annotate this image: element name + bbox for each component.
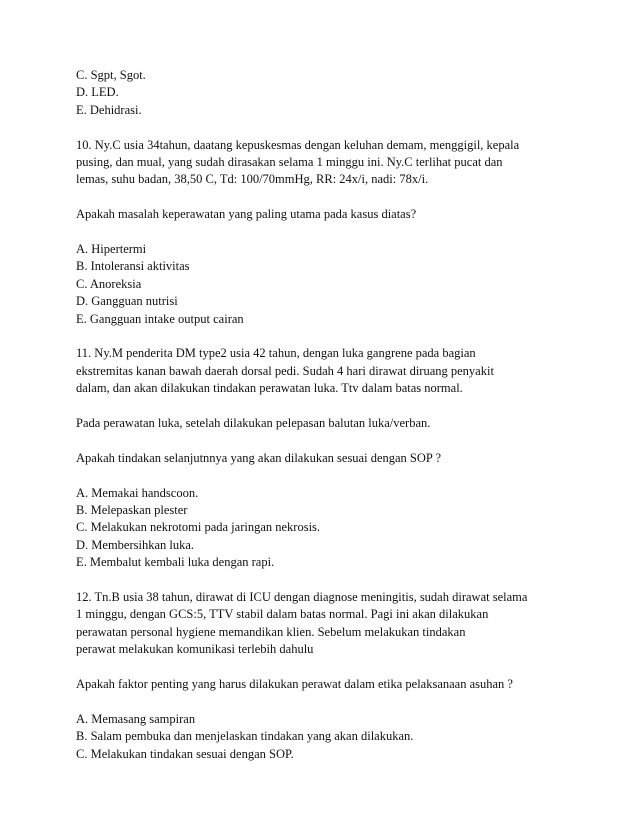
option-c-q11: C. Melakukan nekrotomi pada jaringan nekrosis. bbox=[76, 520, 321, 535]
question-10-line-3: lemas, suhu badan, 38,50 C, Td: 100/70mmHg, RR: 24x/i, nadi: 78x/i. bbox=[76, 172, 429, 187]
blank-line bbox=[76, 119, 576, 136]
option-e-q10: E. Gangguan intake output cairan bbox=[76, 311, 244, 326]
question-11-context: Pada perawatan luka, setelah dilakukan pelepasan balutan luka/verban. bbox=[76, 416, 431, 431]
blank-line bbox=[76, 467, 576, 484]
blank-line bbox=[76, 572, 576, 589]
option-c-q9: C. Sgpt, Sgot. bbox=[76, 68, 146, 82]
option-b-q12: B. Salam pembuka dan menjelaskan tindakan yang akan dilakukan. bbox=[76, 729, 414, 744]
option-d-q9: D. LED. bbox=[76, 85, 119, 100]
question-11-prompt: Apakah tindakan selanjutnnya yang akan dilakukan sesuai dengan SOP ? bbox=[76, 450, 442, 465]
option-a-q12: A. Memasang sampiran bbox=[76, 711, 196, 726]
option-a-q10: A. Hipertermi bbox=[76, 242, 147, 257]
blank-line bbox=[76, 432, 576, 449]
document-body bbox=[76, 67, 576, 763]
question-12-line-2: 1 minggu, dengan GCS:5, TTV stabil dalam batas normal. Pagi ini akan dilakukan bbox=[76, 607, 489, 622]
question-11-line-3: dalam, dan akan dilakukan tindakan perawatan luka. Ttv dalam batas normal. bbox=[76, 381, 463, 396]
blank-line bbox=[76, 693, 576, 710]
question-12-prompt: Apakah faktor penting yang harus dilakukan perawat dalam etika pelaksanaan asuhan ? bbox=[76, 677, 513, 692]
blank-line bbox=[76, 189, 576, 206]
question-12-line-4: perawat melakukan komunikasi terlebih dahulu bbox=[76, 642, 314, 657]
question-12-line-1: 12. Tn.B usia 38 tahun, dirawat di ICU dengan diagnose meningitis, sudah dirawat selama bbox=[76, 590, 528, 605]
question-11-line-2: ekstremitas kanan bawah daerah dorsal pedi. Sudah 4 hari dirawat diruang penyakit bbox=[76, 363, 494, 378]
blank-line bbox=[76, 659, 576, 676]
question-10-line-2: pusing, dan mual, yang sudah dirasakan selama 1 minggu ini. Ny.C terlihat pucat dan bbox=[76, 155, 503, 170]
blank-line bbox=[76, 328, 576, 345]
question-10-prompt: Apakah masalah keperawatan yang paling utama pada kasus diatas? bbox=[76, 207, 417, 222]
option-c-q12: C. Melakukan tindakan sesuai dengan SOP. bbox=[76, 746, 294, 761]
option-b-q11: B. Melepaskan plester bbox=[76, 503, 188, 518]
question-11-line-1: 11. Ny.M penderita DM type2 usia 42 tahun, dengan luka gangrene pada bagian bbox=[76, 346, 476, 361]
blank-line bbox=[76, 398, 576, 415]
option-e-q11: E. Membalut kembali luka dengan rapi. bbox=[76, 555, 275, 570]
option-e-q9: E. Dehidrasi. bbox=[76, 102, 142, 117]
question-10-line-1: 10. Ny.C usia 34tahun, daatang kepuskesmas dengan keluhan demam, menggigil, kepala bbox=[76, 137, 520, 152]
question-12-line-3: perawatan personal hygiene memandikan klien. Sebelum melakukan tindakan bbox=[76, 624, 466, 639]
option-b-q10: B. Intoleransi aktivitas bbox=[76, 259, 190, 274]
option-d-q10: D. Gangguan nutrisi bbox=[76, 294, 178, 309]
blank-line bbox=[76, 224, 576, 241]
option-a-q11: A. Memakai handscoon. bbox=[76, 485, 199, 500]
option-d-q11: D. Membersihkan luka. bbox=[76, 537, 195, 552]
option-c-q10: C. Anoreksia bbox=[76, 276, 142, 291]
